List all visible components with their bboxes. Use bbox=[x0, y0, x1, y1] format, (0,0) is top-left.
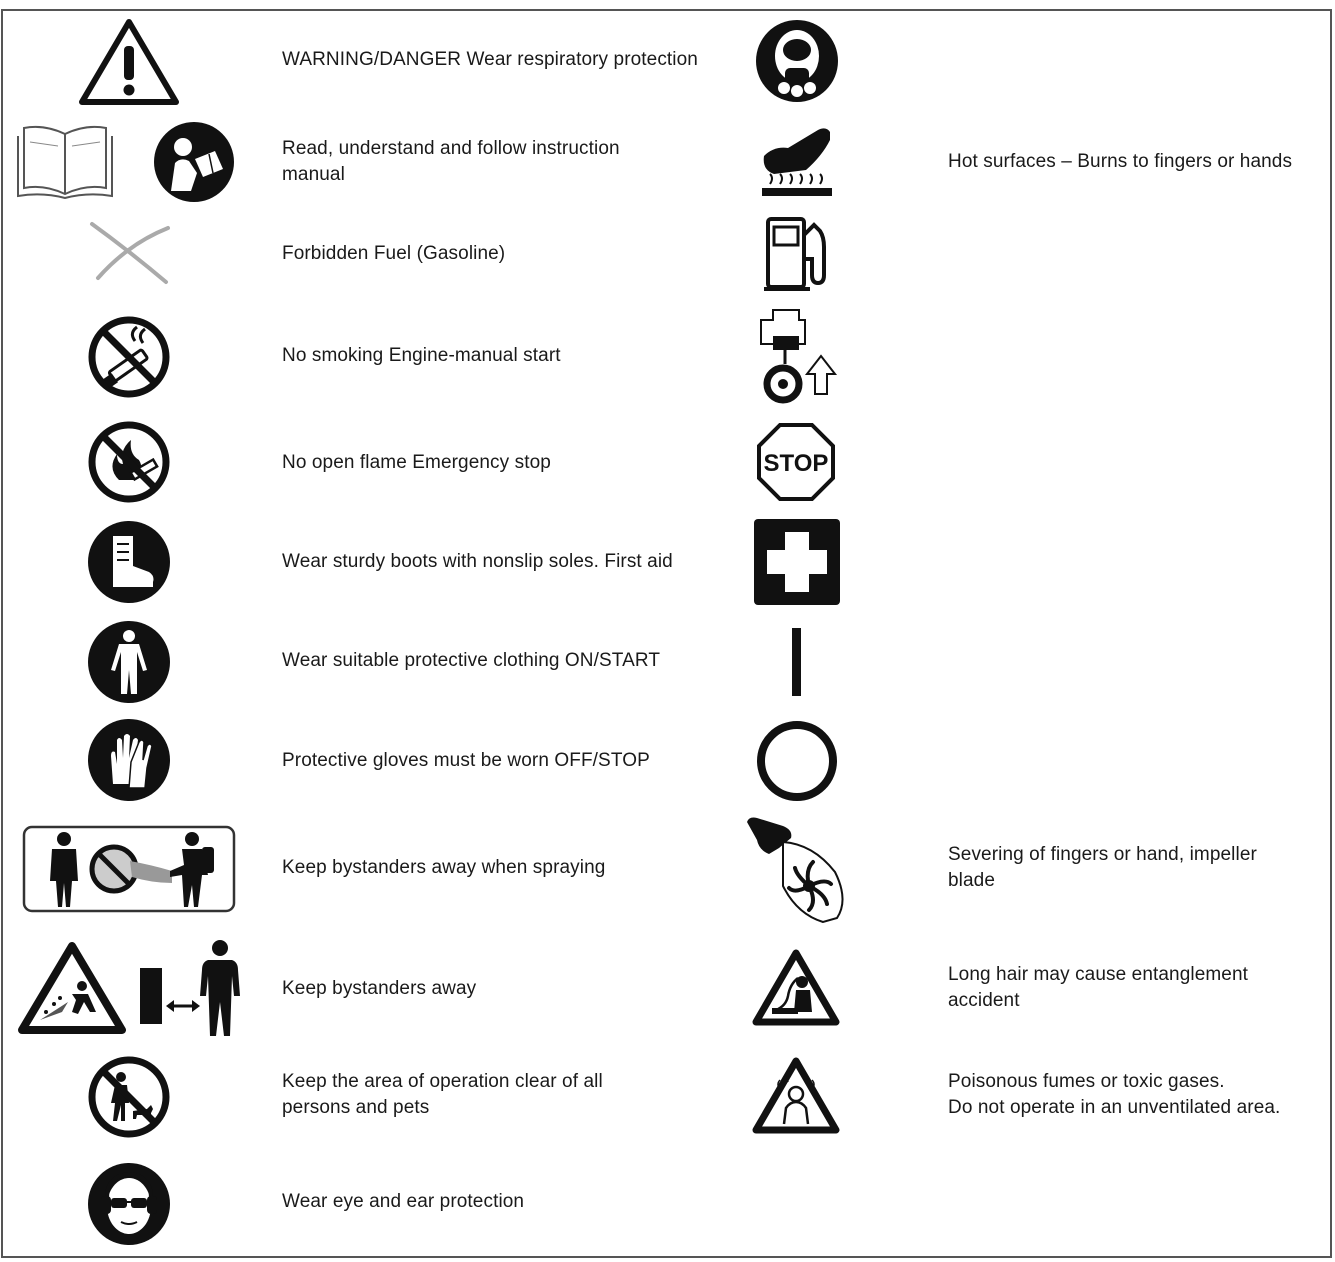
stop-sign-icon bbox=[756, 422, 836, 502]
row-9-left-text: Keep bystanders away bbox=[282, 978, 477, 999]
off-stop-circle-icon bbox=[756, 720, 838, 802]
respirator-mask-icon bbox=[754, 18, 840, 104]
thrown-objects-triangle-icon bbox=[16, 940, 128, 1036]
on-start-bar-icon bbox=[792, 628, 801, 696]
fuel-pump-icon bbox=[762, 215, 832, 293]
row-0-left-text: WARNING/DANGER Wear respiratory protection bbox=[282, 49, 698, 70]
toxic-fumes-icon bbox=[752, 1056, 840, 1136]
row-6-left-text: Wear suitable protective clothing ON/START bbox=[282, 650, 661, 671]
read-manual-icon bbox=[153, 121, 235, 203]
stop-sign-text: STOP bbox=[763, 450, 829, 477]
no-persons-pets-icon bbox=[87, 1055, 171, 1139]
no-open-flame-icon bbox=[87, 420, 171, 504]
eye-ear-protection-icon bbox=[87, 1162, 171, 1246]
open-book-icon bbox=[14, 122, 116, 200]
protective-gloves-icon bbox=[87, 718, 171, 802]
no-smoking-icon bbox=[87, 315, 171, 399]
row-1-left-text: Read, understand and follow instruction manual bbox=[282, 138, 620, 185]
row-8-right-text: Severing of fingers or hand, impeller blade bbox=[948, 844, 1257, 891]
warning-triangle-icon bbox=[78, 18, 180, 106]
row-5-left-text: Wear sturdy boots with nonslip soles. First aid bbox=[282, 551, 673, 572]
row-10-left-text: Keep the area of operation clear of all persons and pets bbox=[282, 1071, 603, 1118]
safety-boot-icon bbox=[87, 520, 171, 604]
manual-start-pull-icon bbox=[755, 306, 837, 408]
first-aid-cross-icon bbox=[753, 518, 841, 606]
row-3-left-text: No smoking Engine-manual start bbox=[282, 345, 561, 366]
protective-clothing-icon bbox=[87, 620, 171, 704]
hair-entanglement-icon bbox=[752, 948, 840, 1028]
row-7-left-text: Protective gloves must be worn OFF/STOP bbox=[282, 750, 650, 771]
row-11-left-text: Wear eye and ear protection bbox=[282, 1191, 525, 1212]
row-1-right-text: Hot surfaces – Burns to fingers or hands bbox=[948, 151, 1293, 172]
hot-surface-hand-icon bbox=[760, 122, 834, 198]
bystanders-spraying-icon bbox=[22, 825, 236, 913]
row-4-left-text: No open flame Emergency stop bbox=[282, 452, 551, 473]
keep-distance-person-icon bbox=[138, 940, 244, 1038]
row-2-left-text: Forbidden Fuel (Gasoline) bbox=[282, 243, 506, 264]
row-9-right-text: Long hair may cause entanglement accident bbox=[948, 964, 1249, 1011]
row-10-right-text: Poisonous fumes or toxic gases. Do not operate in an unventilated area. bbox=[948, 1071, 1281, 1118]
forbidden-cross-icon bbox=[88, 220, 172, 286]
impeller-blade-hand-icon bbox=[743, 814, 849, 924]
row-8-left-text: Keep bystanders away when spraying bbox=[282, 857, 606, 878]
